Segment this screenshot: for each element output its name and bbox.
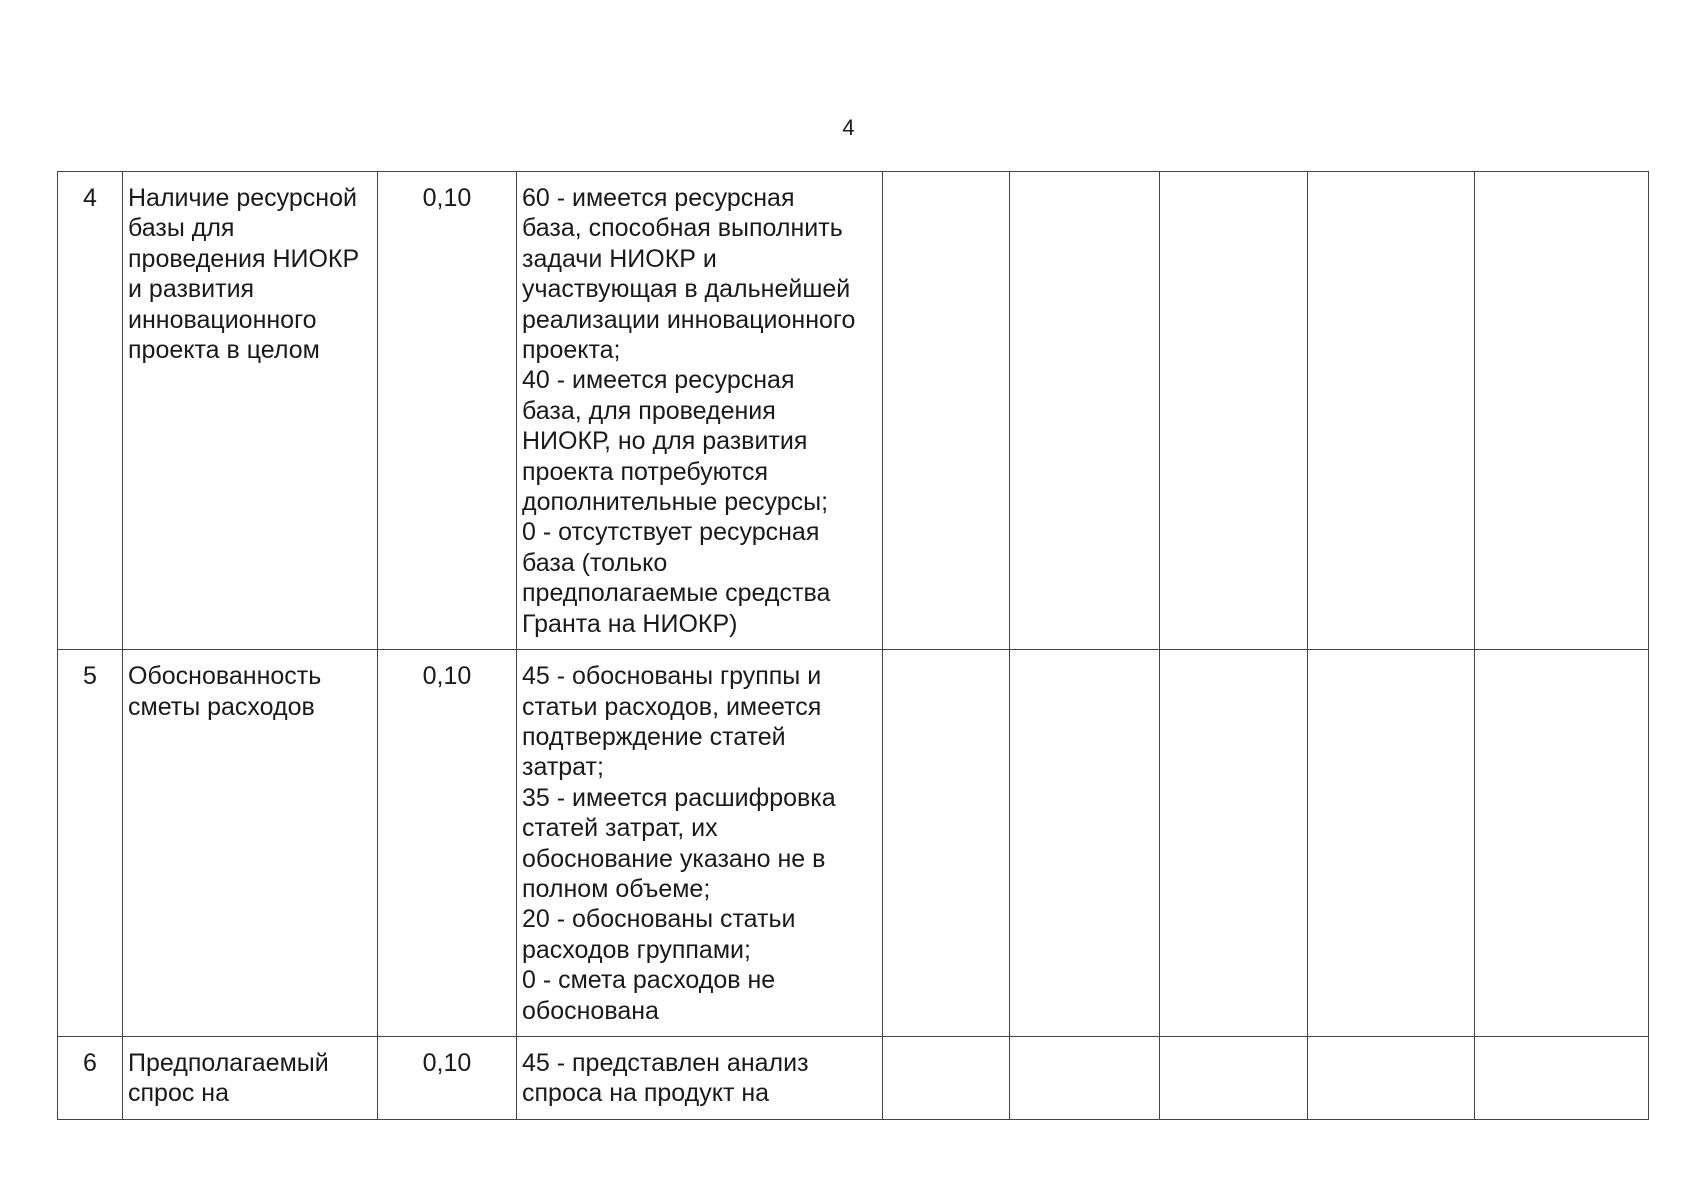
criteria-table xyxy=(57,171,1649,1120)
empty-cell xyxy=(1308,650,1475,1037)
criterion-cell: Наличие ресурсной базы для проведения НИОКР и развития инновационного проекта в целом xyxy=(123,172,378,650)
weight-cell: 0,10 xyxy=(378,1036,517,1119)
empty-cell xyxy=(883,172,1010,650)
row-number-cell: 6 xyxy=(58,1036,123,1119)
table-row xyxy=(58,172,1649,650)
empty-cell xyxy=(1475,172,1649,650)
empty-cell xyxy=(1010,650,1160,1037)
empty-cell xyxy=(1308,1036,1475,1119)
empty-cell xyxy=(1010,1036,1160,1119)
empty-cell xyxy=(1475,650,1649,1037)
empty-cell xyxy=(1010,172,1160,650)
empty-cell xyxy=(1160,172,1308,650)
table-row xyxy=(58,650,1649,1037)
empty-cell xyxy=(1475,1036,1649,1119)
row-number-cell: 4 xyxy=(58,172,123,650)
empty-cell xyxy=(883,650,1010,1037)
scoring-scale-cell: 45 - представлен анализ спроса на продукт на xyxy=(517,1036,883,1119)
empty-cell xyxy=(883,1036,1010,1119)
scoring-scale-cell: 60 - имеется ресурсная база, способная выполнить задачи НИОКР и участвующая в дальнейшей реализации инновационного проекта; 40 - имеется ресурсная база, для проведения НИОКР, но для развития проекта потребуются дополнительные ресурсы; 0 - отсутствует ресурсная база (только предполагаемые средства Гранта на НИОКР) xyxy=(517,172,883,650)
criterion-cell: Предполагаемый спрос на xyxy=(123,1036,378,1119)
page-number: 4 xyxy=(842,115,855,140)
empty-cell xyxy=(1308,172,1475,650)
empty-cell xyxy=(1160,650,1308,1037)
weight-cell: 0,10 xyxy=(378,650,517,1037)
table-row xyxy=(58,1036,1649,1119)
criterion-cell: Обоснованность сметы расходов xyxy=(123,650,378,1037)
weight-cell: 0,10 xyxy=(378,172,517,650)
scoring-scale-cell: 45 - обоснованы группы и статьи расходов, имеется подтверждение статей затрат; 35 - имеется расшифровка статей затрат, их обоснование указано не в полном объеме; 20 - обоснованы статьи расходов группами; 0 - смета расходов не обоснована xyxy=(517,650,883,1037)
empty-cell xyxy=(1160,1036,1308,1119)
row-number-cell: 5 xyxy=(58,650,123,1037)
